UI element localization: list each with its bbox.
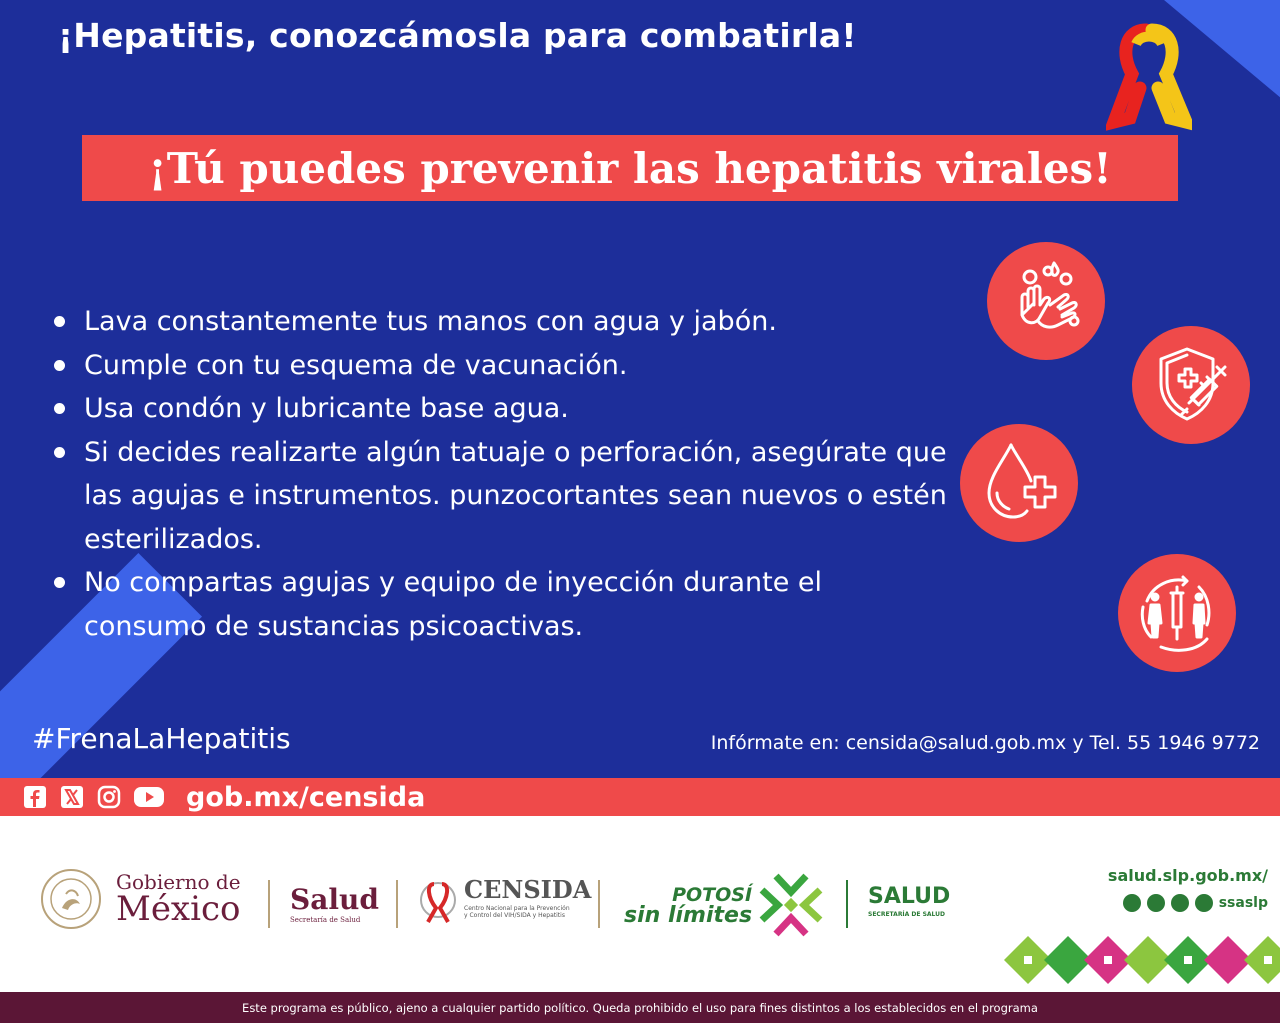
x-icon[interactable]	[59, 784, 85, 810]
list-item: No compartas agujas y equipo de inyección durante el consumo de sustancias psicoactivas.	[52, 561, 952, 648]
coat-of-arms-icon	[40, 868, 102, 930]
facebook-icon[interactable]	[1123, 894, 1141, 912]
slp-handle[interactable]: ssaslp	[1218, 895, 1268, 911]
prevention-list	[52, 300, 952, 648]
potosi-line2: sin límites	[624, 903, 753, 928]
divider	[396, 880, 398, 928]
headline-text: ¡Tú puedes prevenir las hepatitis virales!	[148, 143, 1112, 193]
logo-strip	[0, 816, 1280, 992]
facebook-icon[interactable]	[22, 784, 48, 810]
instagram-icon[interactable]	[96, 784, 122, 810]
salud-slp-logo	[868, 886, 950, 918]
hashtag: #FrenaLaHepatitis	[32, 722, 291, 755]
hand-washing-icon	[987, 242, 1105, 360]
divider	[598, 880, 600, 928]
awareness-ribbon-icon	[1106, 22, 1192, 132]
blood-drop-plus-icon	[960, 424, 1078, 542]
censida-sub: Centro Nacional para la Prevención y Control del VIH/SIDA y Hepatitis	[464, 905, 570, 919]
salud-logo	[290, 883, 379, 924]
divider	[846, 880, 848, 928]
headline-banner	[82, 135, 1178, 201]
potosi-emblem-icon	[756, 870, 826, 940]
x-icon[interactable]	[1147, 894, 1165, 912]
censida-label: CENSIDA	[464, 875, 592, 904]
potosi-line1: POTOSÍ	[672, 884, 753, 906]
salud-slp-label: SALUD	[868, 884, 951, 909]
censida-ribbon-icon	[418, 878, 458, 926]
list-item: Si decides realizarte algún tatuaje o perforación, asegúrate que las agujas e instrumentos. punzocortantes sean nuevos o estén esterilizados.	[52, 431, 952, 562]
shield-vaccine-icon	[1132, 326, 1250, 444]
slp-website[interactable]: salud.slp.gob.mx/	[1107, 866, 1268, 885]
youtube-icon[interactable]	[1171, 894, 1189, 912]
youtube-icon[interactable]	[133, 784, 165, 810]
list-item: Usa condón y lubricante base agua.	[52, 387, 952, 431]
instagram-icon[interactable]	[1195, 894, 1213, 912]
salud-slp-sub: SECRETARÍA DE SALUD	[868, 911, 945, 918]
slp-social-row	[1123, 894, 1268, 912]
divider	[268, 880, 270, 928]
decorative-pattern	[1004, 920, 1280, 992]
potosi-logo	[624, 886, 752, 927]
salud-sub: Secretaría de Salud	[290, 916, 361, 924]
contact-info: Infórmate en: censida@salud.gob.mx y Tel. 55 1946 9772	[710, 732, 1260, 754]
gobierno-de-mexico-logo	[40, 868, 241, 930]
list-item: Lava constantemente tus manos con agua y jabón.	[52, 300, 952, 344]
website-link[interactable]: gob.mx/censida	[186, 781, 426, 813]
social-bar	[0, 778, 1280, 816]
poster-title: ¡Hepatitis, conozcámosla para combatirla!	[58, 16, 857, 55]
gobierno-line2: México	[116, 889, 241, 929]
gobierno-line1: Gobierno de	[116, 870, 241, 894]
list-item: Cumple con tu esquema de vacunación.	[52, 344, 952, 388]
salud-label: Salud	[290, 883, 379, 916]
legal-footer: Este programa es público, ajeno a cualquier partido político. Queda prohibido el uso para fines distintos a los establecidos en el programa	[0, 992, 1280, 1023]
no-sharing-needles-icon	[1118, 554, 1236, 672]
censida-logo	[418, 875, 592, 926]
